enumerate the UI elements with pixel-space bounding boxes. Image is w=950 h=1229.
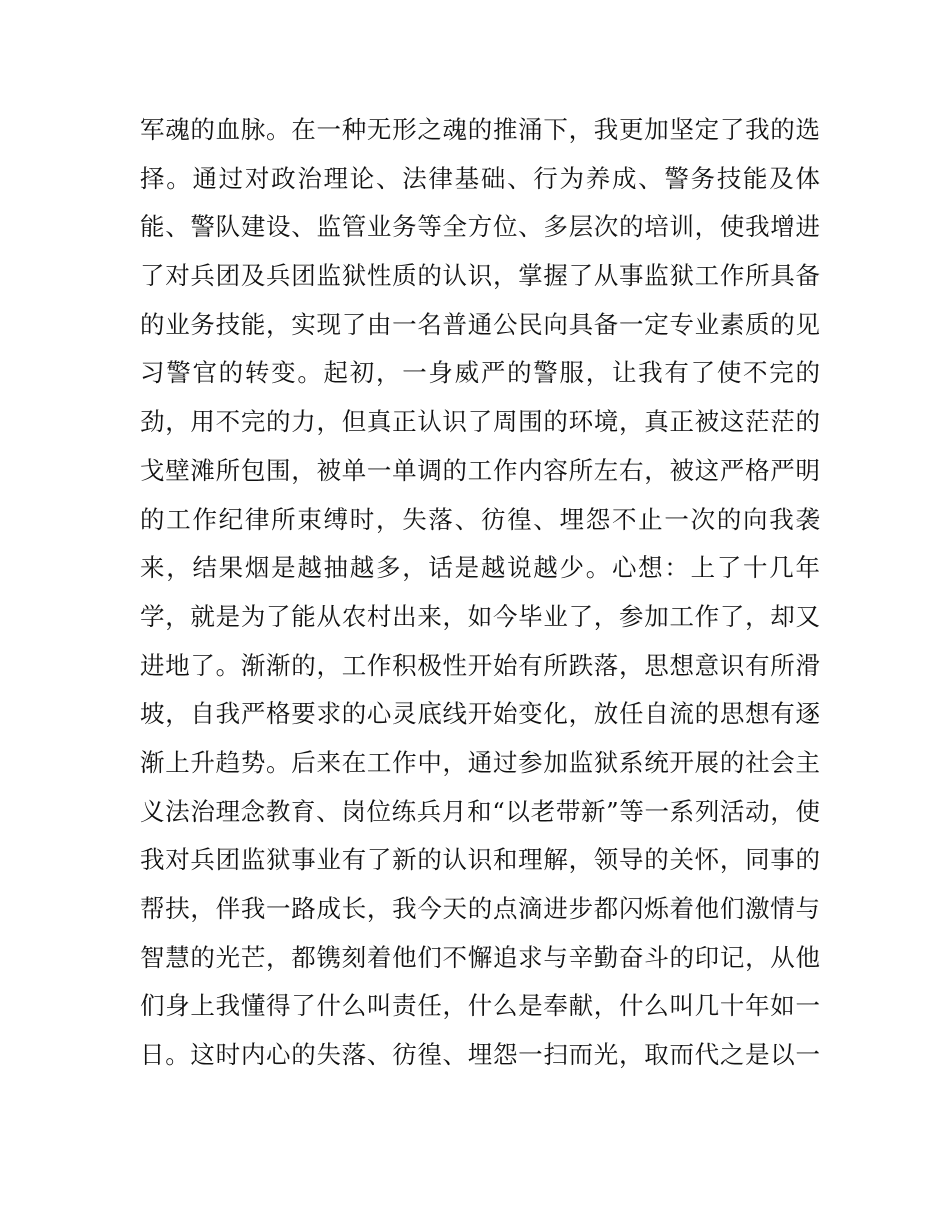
text-line-20: 日。这时内心的失落、彷徨、埋怨一扫而光，取而代之是以一 [140, 1040, 820, 1070]
text-line-11: 学，就是为了能从农村出来，如今毕业了，参加工作了，却又 [140, 601, 820, 631]
text-line-3: 能、警队建设、监管业务等全方位、多层次的培训，使我增进 [140, 212, 820, 242]
body-text [140, 106, 820, 1080]
text-line-7: 劲，用不完的力，但真正认识了周围的环境，真正被这茫茫的 [140, 407, 820, 437]
text-line-4: 了对兵团及兵团监狱性质的认识，掌握了从事监狱工作所具备 [140, 261, 820, 291]
text-line-6: 习警官的转变。起初，一身威严的警服，让我有了使不完的 [140, 358, 820, 388]
text-line-13: 坡，自我严格要求的心灵底线开始变化，放任自流的思想有逐 [140, 699, 820, 729]
text-line-14: 渐上升趋势。后来在工作中，通过参加监狱系统开展的社会主 [140, 747, 820, 777]
text-line-16: 我对兵团监狱事业有了新的认识和理解，领导的关怀，同事的 [140, 845, 820, 875]
text-line-17: 帮扶，伴我一路成长，我今天的点滴进步都闪烁着他们激情与 [140, 894, 820, 923]
text-line-9: 的工作纪律所束缚时，失落、彷徨、埋怨不止一次的向我袭 [140, 504, 820, 534]
text-line-12: 进地了。渐渐的，工作积极性开始有所跌落，思想意识有所滑 [140, 650, 820, 680]
text-line-1: 军魂的血脉。在一种无形之魂的推涌下，我更加坚定了我的选 [140, 115, 820, 144]
text-line-2: 择。通过对政治理论、法律基础、行为养成、警务技能及体 [140, 163, 820, 193]
text-line-15: 义法治理念教育、岗位练兵月和“以老带新”等一系列活动，使 [140, 796, 820, 826]
text-line-19: 们身上我懂得了什么叫责任，什么是奉献，什么叫几十年如一 [140, 991, 820, 1021]
text-line-10: 来，结果烟是越抽越多，话是越说越少。心想：上了十几年 [140, 553, 820, 583]
text-line-8: 戈壁滩所包围，被单一单调的工作内容所左右，被这严格严明 [140, 455, 820, 485]
text-line-5: 的业务技能，实现了由一名普通公民向具备一定专业素质的见 [140, 309, 820, 339]
text-line-18: 智慧的光芒，都镌刻着他们不懈追求与辛勤奋斗的印记，从他 [140, 942, 820, 972]
